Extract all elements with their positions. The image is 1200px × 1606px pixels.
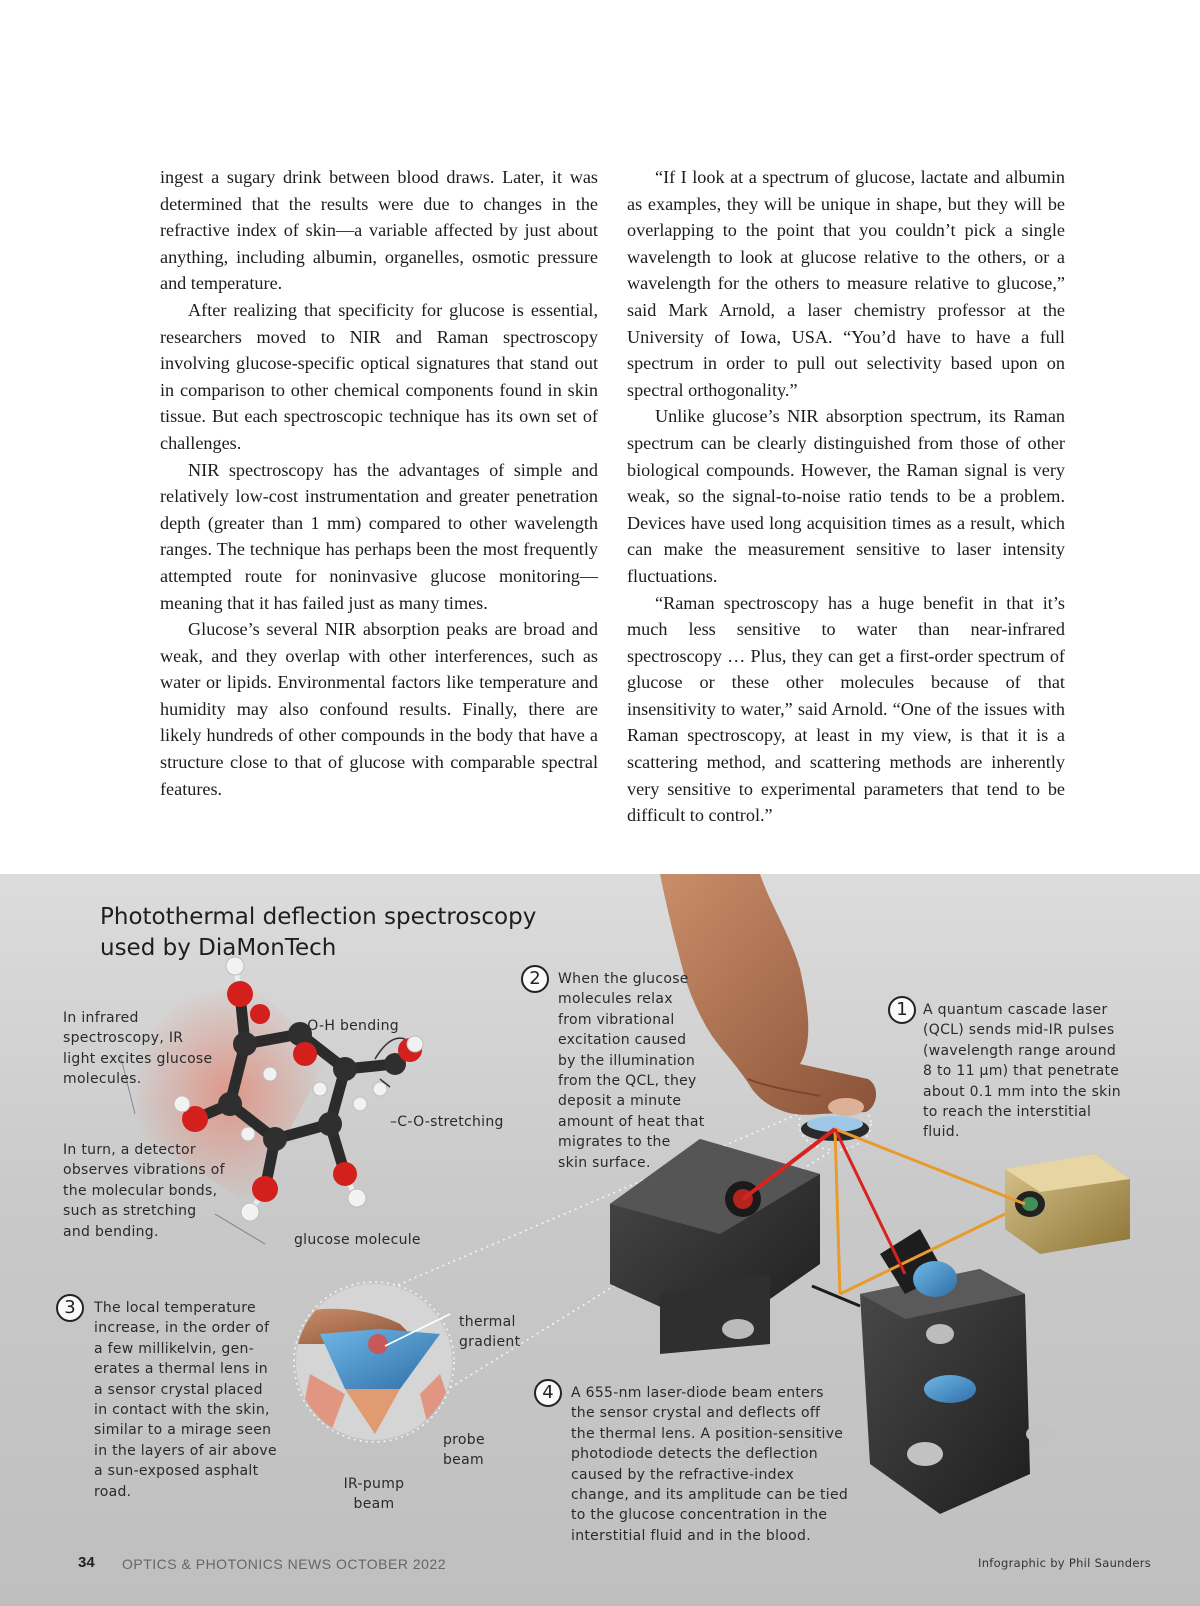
step-2-text bbox=[558, 969, 705, 1173]
text-line: The local temperature bbox=[94, 1300, 256, 1316]
text-line: thermal bbox=[459, 1314, 516, 1330]
text-line: 8 to 11 µm) that penetrate bbox=[923, 1063, 1120, 1080]
paragraph: NIR spectroscopy has the advantages of simple and relatively low-cost instrumentation and greater penetration depth (greater than 1 mm) compared to other wavelength ranges. The technique has perhaps been the most frequently attempted route for noninvasive glucose monitoring—meaning that it has failed just as many times. bbox=[160, 459, 598, 613]
text-line: such as stretching bbox=[63, 1203, 197, 1220]
text-line: change, and its amplitude can be tied bbox=[571, 1487, 849, 1504]
text-line: a sun-exposed asphalt bbox=[94, 1463, 259, 1480]
text-line: (QCL) sends mid-IR pulses bbox=[923, 1022, 1115, 1039]
text-line: IR-pump bbox=[343, 1476, 405, 1492]
text-line: beam bbox=[353, 1496, 395, 1512]
text-line: deposit a minute bbox=[558, 1093, 682, 1110]
infographic-title bbox=[100, 902, 580, 964]
ir-pump-beam-label bbox=[341, 1474, 407, 1514]
text-line: spectroscopy, IR bbox=[63, 1030, 184, 1047]
text-line: amount of heat that bbox=[558, 1113, 705, 1130]
paragraph: ingest a sugary drink between blood draws. Later, it was determined that the results were due to changes in the refractive index of skin—a variable affected by just about anything, including albumin, organelles, osmotic pressure and temperature. bbox=[160, 167, 598, 294]
step-2-badge: 2 bbox=[521, 965, 549, 993]
step-1-badge: 1 bbox=[888, 996, 916, 1024]
text-line: photodiode detects the deflection bbox=[571, 1446, 818, 1463]
oh-bending-label: –O-H bending bbox=[300, 1018, 399, 1034]
text-line: observes vibrations of bbox=[63, 1162, 225, 1179]
paragraph: After realizing that specificity for glucose is essential, researchers moved to NIR and Raman spectroscopy involving glucose-specific optical signatures that stand out in comparison to other chemical components found in skin tissue. But each spectroscopic technique has its own set of challenges. bbox=[160, 299, 598, 453]
text-line: When the glucose bbox=[558, 971, 689, 987]
text-line: skin surface. bbox=[558, 1154, 651, 1171]
infographic bbox=[0, 874, 1200, 1606]
text-line: gradient bbox=[459, 1334, 521, 1350]
step-1-text bbox=[923, 1000, 1121, 1143]
article-column-right bbox=[627, 164, 1065, 829]
thermal-gradient-label bbox=[459, 1312, 520, 1352]
text-line: light excites glucose bbox=[63, 1050, 213, 1067]
text-line: the molecular bonds, bbox=[63, 1182, 218, 1199]
text-line: (wavelength range around bbox=[923, 1042, 1117, 1059]
text-line: beam bbox=[443, 1452, 484, 1468]
text-line: to the glucose concentration in the bbox=[571, 1507, 828, 1524]
text-line: similar to a mirage seen bbox=[94, 1422, 272, 1439]
paragraph: Unlike glucose’s NIR absorption spectrum, its Raman spectrum can be clearly distinguished from those of other biological compounds. However, the Raman signal is very weak, so the signal-to-noise ratio tends to be a problem. Devices have used long acquisition times as a result, which can make the measurement sensitive to laser intensity fluctuations. bbox=[627, 406, 1065, 586]
text-line: the thermal lens. A position-sensitive bbox=[571, 1425, 844, 1442]
text-line: a sensor crystal placed bbox=[94, 1381, 263, 1398]
text-line: In infrared bbox=[63, 1010, 139, 1026]
text-line: fluid. bbox=[923, 1124, 960, 1141]
text-line: in the layers of air above bbox=[94, 1442, 277, 1459]
infographic-credit: Infographic by Phil Saunders bbox=[978, 1556, 1152, 1570]
text-line: A quantum cascade laser bbox=[923, 1002, 1108, 1018]
text-line: migrates to the bbox=[558, 1134, 671, 1151]
text-line: in contact with the skin, bbox=[94, 1402, 270, 1419]
step-3-text bbox=[94, 1298, 277, 1502]
text-line: erates a thermal lens in bbox=[94, 1361, 268, 1378]
page-number: 34 bbox=[78, 1554, 95, 1571]
text-line: to reach the interstitial bbox=[923, 1104, 1092, 1121]
text-line: molecules. bbox=[63, 1071, 142, 1088]
article-column-left bbox=[160, 164, 598, 802]
text-line: A 655-nm laser-diode beam enters bbox=[571, 1385, 824, 1401]
text-line: caused by the refractive-index bbox=[571, 1466, 795, 1483]
text-line: In turn, a detector bbox=[63, 1142, 196, 1158]
paragraph: Glucose’s several NIR absorption peaks are broad and weak, and they overlap with other interferences, such as water or lipids. Environmental factors like temperature and humidity may also confound results. Finally, there are likely hundreds of other compounds in the body that have a structure close to that of glucose with comparable spectral features. bbox=[160, 619, 598, 799]
text-line: molecules relax bbox=[558, 991, 673, 1008]
text-line: from the QCL, they bbox=[558, 1073, 697, 1090]
step-4-text bbox=[571, 1383, 848, 1546]
step-3-badge: 3 bbox=[56, 1294, 84, 1322]
text-line: by the illumination bbox=[558, 1052, 696, 1069]
probe-beam-label bbox=[443, 1430, 485, 1470]
text-line: and bending. bbox=[63, 1223, 159, 1240]
co-stretching-label: –C-O-stretching bbox=[390, 1114, 504, 1130]
glucose-molecule-label: glucose molecule bbox=[294, 1232, 421, 1248]
text-line: about 0.1 mm into the skin bbox=[923, 1083, 1121, 1100]
text-line: interstitial fluid and in the blood. bbox=[571, 1527, 811, 1544]
text-line: excitation caused bbox=[558, 1032, 687, 1049]
text-line: the sensor crystal and deflects off bbox=[571, 1405, 821, 1422]
text-line: a few millikelvin, gen- bbox=[94, 1340, 255, 1357]
intro-detector-text bbox=[63, 1140, 225, 1242]
text-line: from vibrational bbox=[558, 1011, 675, 1028]
title-line: used by DiaMonTech bbox=[100, 935, 337, 961]
intro-ir-text bbox=[63, 1008, 212, 1090]
title-line: Photothermal deflection spectroscopy bbox=[100, 904, 537, 930]
paragraph: “Raman spectroscopy has a huge benefit in that it’s much less sensitive to water than near-infrared spectroscopy … Plus, they can get a first-order spectrum of glucose or these other molecules because of that insensitivity to water,” said Arnold. “One of the issues with Raman spectroscopy, at least in my view, is that it is a scattering method, and scattering methods are inherently very sensitive to experimental parameters that tend to be difficult to control.” bbox=[627, 592, 1065, 826]
paragraph: “If I look at a spectrum of glucose, lactate and albumin as examples, they will be unique in shape, but they will be overlapping to the point that you couldn’t pick a single wavelength to look at glucose relative to the others, or a wavelength for the others to measure relative to glucose,” said Mark Arnold, a laser chemistry professor at the University of Iowa, USA. “You’d have to have a full spectrum in order to pull out selectivity based upon on spectral orthogonality.” bbox=[627, 167, 1065, 400]
text-line: probe bbox=[443, 1432, 485, 1448]
publication-line: OPTICS & PHOTONICS NEWS OCTOBER 2022 bbox=[122, 1556, 446, 1572]
text-line: road. bbox=[94, 1483, 132, 1500]
step-4-badge: 4 bbox=[534, 1379, 562, 1407]
text-line: increase, in the order of bbox=[94, 1320, 270, 1337]
